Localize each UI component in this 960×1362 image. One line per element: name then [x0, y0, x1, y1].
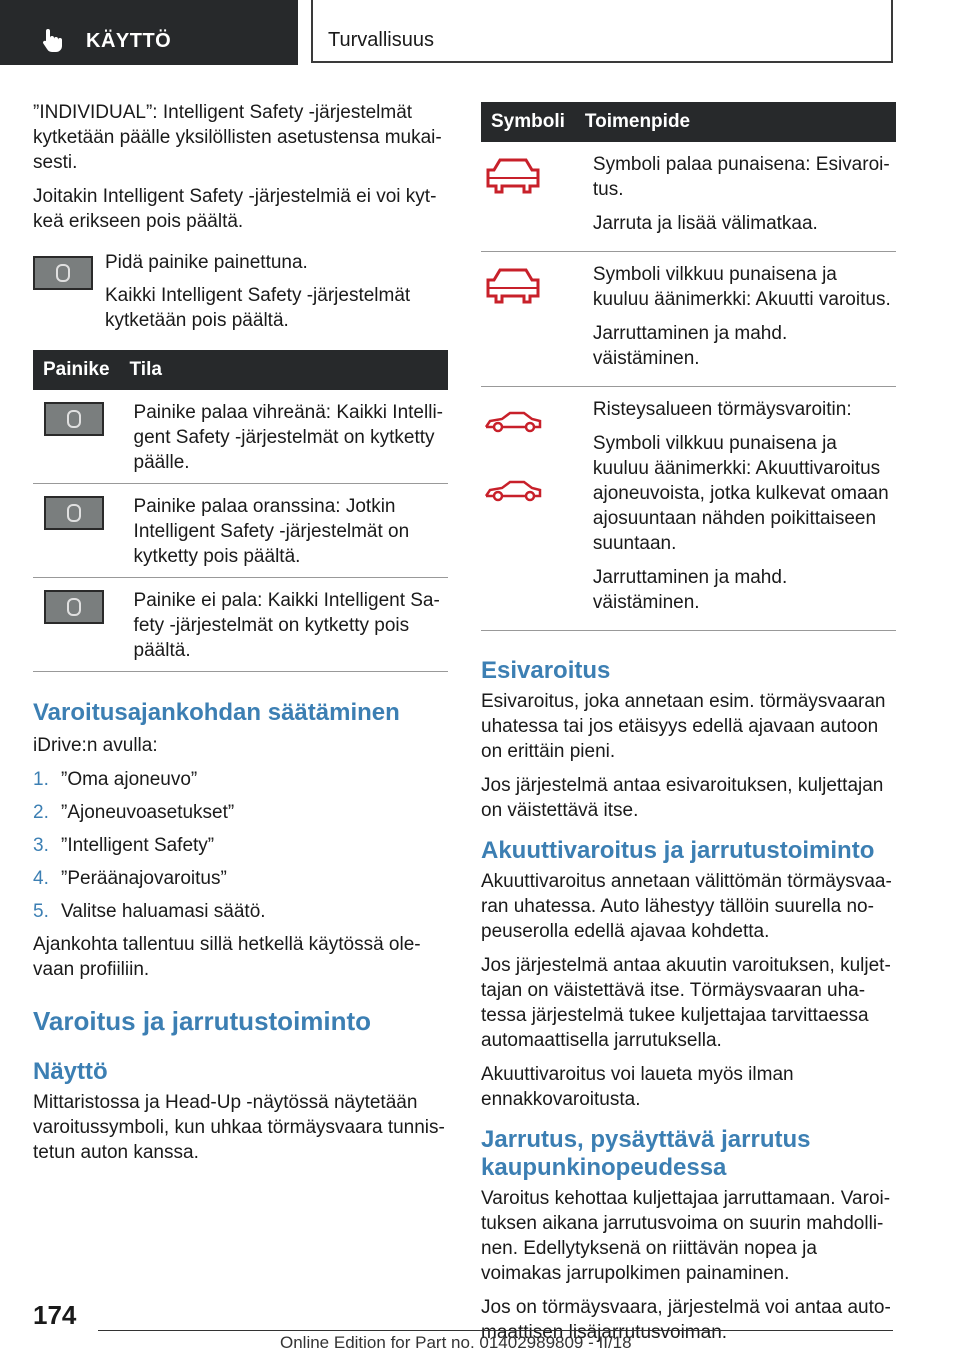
paragraph: Symboli vilkkuu punaisena ja kuuluu äänimerkki: Akuuttivaroitus ajoneuvoista, jotka kulkevat omaan ajosuuntaan nähden poikittaiseen suuntaan.: [592, 433, 889, 554]
paragraph: Jarruta ja lisää välimatkaa.: [592, 213, 818, 234]
button-instruction: [33, 250, 448, 334]
paragraph: Akuuttivaroitus voi laueta myös ilman ennakkovaroitusta.: [481, 1064, 794, 1110]
table-header: Tila: [120, 350, 448, 390]
chapter-tab: [0, 0, 298, 65]
table-row: [33, 484, 448, 578]
symbol-table: [481, 102, 896, 631]
table-header: Symboli: [481, 102, 575, 142]
paragraph: Symboli vilkkuu punaisena ja kuuluu äänimerkki: Akuutti varoitus.: [592, 264, 891, 310]
paragraph: Mittaristossa ja Head-Up -näytössä näytetään varoitussymboli, kun uhkaa törmäysvaara tunnistetun auton kanssa.: [33, 1092, 445, 1163]
table-row: [481, 142, 896, 252]
heading: Akuuttivaroitus ja jarrutustoiminto: [481, 837, 875, 864]
subheading: Näyttö: [33, 1058, 108, 1085]
table-row: [33, 578, 448, 672]
paragraph: Pidä painike painettuna.: [105, 252, 308, 273]
safety-button-icon: [33, 256, 93, 290]
page-number: 174: [33, 1300, 77, 1330]
list-item: 3. ”Intelligent Safety”: [33, 835, 215, 856]
heading: Varoitus ja jarrutustoiminto: [33, 1006, 372, 1036]
safety-button-icon: [44, 402, 104, 436]
edition-text: Online Edition for Part no. 01402989809 - II/18: [280, 1333, 632, 1352]
heading: Jarrutus, pysäyttävä jarrutus kaupunkinopeudessa: [481, 1126, 811, 1181]
heading: Esivaroitus: [481, 657, 611, 684]
paragraph: Jos on törmäysvaara, järjestelmä voi antaa automaattisen lisäjarrutusvoiman.: [481, 1297, 891, 1343]
paragraph: Kaikki Intelligent Safety -järjestelmät kytketään pois päältä.: [105, 285, 411, 331]
section-label: Turvallisuus: [328, 29, 434, 51]
left-column: [33, 100, 448, 1174]
heading: Varoitusajankohdan säätäminen: [33, 699, 400, 726]
list-item: 1. ”Oma ajoneuvo”: [33, 769, 198, 790]
button-state-table: [33, 350, 448, 672]
table-row: [33, 390, 448, 484]
footer-divider: [98, 1330, 893, 1331]
section-tab: [311, 0, 893, 63]
car-rear-icon: [482, 266, 544, 306]
table-row: [481, 387, 896, 631]
paragraph: Ajankohta tallentuu sillä hetkellä käytössä olevaan profiiliin.: [33, 934, 421, 980]
steps-list: [33, 767, 448, 924]
paragraph: Varoitus kehottaa kuljettajaa jarruttamaan. Varoituksen aikana jarrutusvoima on suurin mahdollinen. Edellytyksenä on riittävän nopea ja voimakas jarrupolkimen painaminen.: [481, 1188, 891, 1284]
safety-button-icon: [44, 590, 104, 624]
paragraph: Jos järjestelmä antaa akuutin varoituksen, kuljettajan on väistettävä itse. Törmäysvaaran uhatessa järjestelmä tukee kuljettajaa tarvittaessa automaattisella jarrutuksella.: [481, 955, 891, 1051]
car-side-icon: [482, 478, 544, 504]
paragraph: Symboli palaa punaisena: Esivaroitus.: [592, 154, 890, 200]
right-column: [481, 102, 896, 1354]
paragraph: Jarruttaminen ja mahd. väistäminen.: [592, 323, 788, 369]
paragraph: Risteysalueen törmäysvaroitin:: [592, 399, 852, 420]
car-side-icon: [482, 409, 544, 435]
table-header: Painike: [33, 350, 120, 390]
table-cell: Painike palaa oranssina: Jotkin Intelligent Safety -järjestelmät on kytketty pois päältä.: [120, 484, 448, 578]
safety-button-icon: [44, 496, 104, 530]
table-cell: Painike palaa vihreänä: Kaikki Intelligent Safety -järjestelmät on kytketty päälle.: [120, 390, 448, 484]
paragraph: iDrive:n avulla:: [33, 735, 158, 756]
hand-pointer-icon: [40, 27, 66, 53]
table-row: [481, 252, 896, 387]
paragraph: Esivaroitus, joka annetaan esim. törmäysvaaran uhatessa tai jos etäisyys edellä ajavaan autoon on erittäin pieni.: [481, 691, 886, 762]
chapter-label: KÄYTTÖ: [86, 30, 172, 52]
paragraph: Akuuttivaroitus annetaan välittömän törmäysvaaran uhatessa. Auto lähestyy tällöin suurella nopeuserolla edellä ajavaa kohdetta.: [481, 871, 892, 942]
list-item: 5. Valitse haluamasi säätö.: [33, 901, 266, 922]
car-rear-icon: [482, 156, 544, 196]
table-cell: Painike ei pala: Kaikki Intelligent Safety -järjestelmät on kytketty pois päältä.: [120, 578, 448, 672]
paragraph: Joitakin Intelligent Safety -järjestelmiä ei voi kytkeä erikseen pois päältä.: [33, 186, 437, 232]
table-header: Toimenpide: [575, 102, 896, 142]
paragraph: ”INDIVIDUAL”: Intelligent Safety -järjestelmät kytketään päälle yksilöllisten asetustensa mukaisesti.: [33, 102, 442, 173]
paragraph: Jarruttaminen ja mahd. väistäminen.: [592, 567, 788, 613]
list-item: 2. ”Ajoneuvoasetukset”: [33, 802, 235, 823]
paragraph: Jos järjestelmä antaa esivaroituksen, kuljettajan on väistettävä itse.: [481, 775, 884, 821]
list-item: 4. ”Peräänajovaroitus”: [33, 868, 227, 889]
